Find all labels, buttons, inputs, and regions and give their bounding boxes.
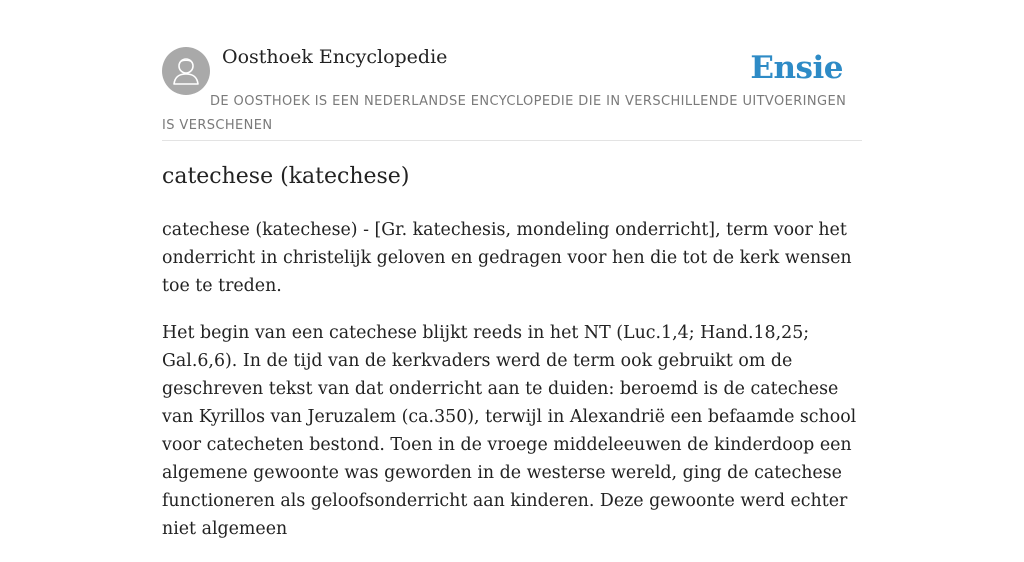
site-tagline: DE OOSTHOEK IS EEN NEDERLANDSE ENCYCLOPEDIE DIE IN VERSCHILLENDE UITVOERINGEN IS VERSCHENEN — [162, 94, 847, 133]
article-paragraph: Het begin van een catechese blijkt reeds in het NT (Luc.1,4; Hand.18,25; Gal.6,6). In de tijd van de kerkvaders werd de term ook gebruikt om de geschreven tekst van dat onderricht aan te duiden: beroemd is de catechese van Kyrillos van Jeruzalem (ca.350), terwijl in Alexandrië een befaamde school voor catecheten bestond. Toen in de vroege middeleeuwen de kinderdoop een algemene gewoonte was geworden in de westerse wereld, ging de catechese functioneren als geloofsonderricht aan kinderen. Deze gewoonte werd echter niet algemeen — [162, 323, 857, 539]
article-title: catechese (katechese) — [162, 164, 410, 189]
article-body — [162, 216, 862, 562]
site-header — [162, 46, 862, 141]
article-paragraph: catechese (katechese) - [Gr. katechesis, mondeling onderricht], term voor het onderricht in christelijk geloven en gedragen voor hen die tot de kerk wensen toe te treden. — [162, 220, 852, 296]
ensie-logo-link[interactable]: Ensie — [750, 50, 843, 86]
user-silhouette-icon — [162, 47, 210, 95]
site-name-link[interactable]: Oosthoek Encyclopedie — [222, 46, 448, 68]
author-avatar[interactable] — [162, 47, 210, 95]
